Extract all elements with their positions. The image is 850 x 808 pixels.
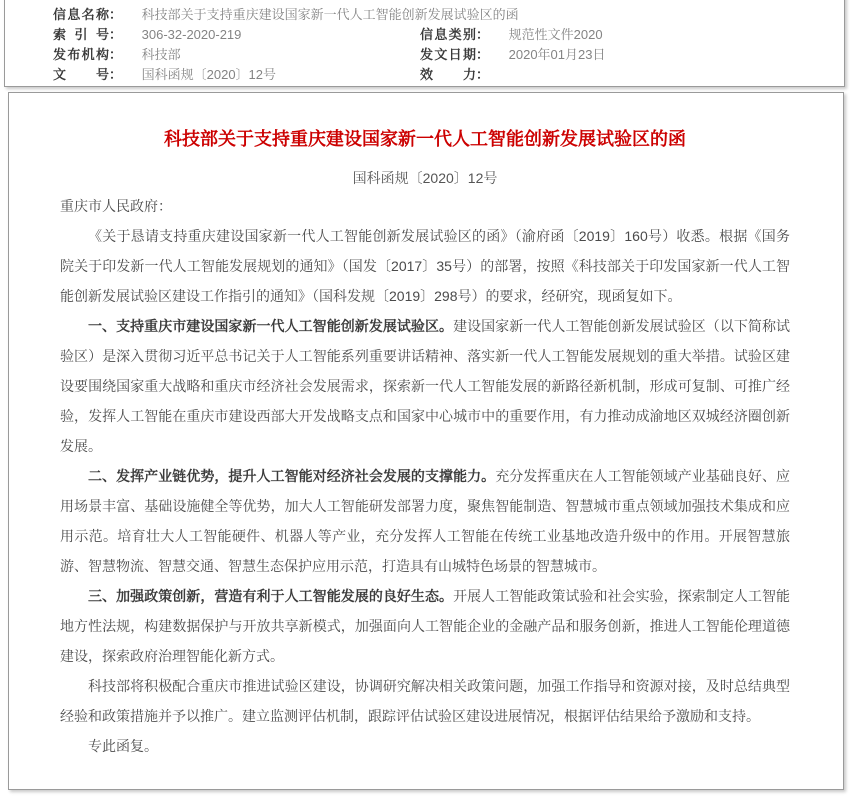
- metadata-row-name: [53, 5, 834, 25]
- metadata-value-docno: 国科函规〔2020〕12号: [141, 67, 277, 82]
- metadata-colon: ：: [109, 47, 123, 62]
- metadata-label-category: 信息类别: [420, 27, 476, 42]
- paragraph-lead: 三、加强政策创新，营造有利于人工智能发展的良好生态。: [88, 588, 454, 604]
- paragraph-text: 建设国家新一代人工智能创新发展试验区（以下简称试验区）是深入贯彻习近平总书记关于人工智能系列重要讲话精神、落实新一代人工智能发展规划的重大举措。试验区建设要围绕国家重大战略和重庆市经济社会发展需求，探索新一代人工智能发展的新路径新机制，形成可复制、可推广经验，发挥人工智能在重庆市建设西部大开发战略支点和国家中心城市中的重要作用，有力推动成渝地区双城经济圈创新发展。: [60, 318, 791, 454]
- metadata-value-agency: 科技部: [141, 47, 181, 62]
- document-paragraph: [60, 221, 790, 311]
- metadata-label-agency: 发布机构: [53, 47, 109, 62]
- metadata-label-docno: 文号: [53, 67, 109, 82]
- metadata-value-index: 306-32-2020-219: [141, 27, 242, 42]
- metadata-label-index: 索引号: [53, 27, 109, 42]
- metadata-cell: [420, 25, 834, 45]
- metadata-colon: ：: [109, 7, 123, 22]
- metadata-value-name: 科技部关于支持重庆建设国家新一代人工智能创新发展试验区的函: [141, 7, 519, 22]
- metadata-colon: ：: [476, 67, 490, 82]
- metadata-colon: ：: [476, 47, 490, 62]
- metadata-cell: [420, 65, 834, 85]
- metadata-cell: [420, 45, 834, 65]
- metadata-cell: [53, 45, 420, 65]
- document-metadata-panel: [4, 0, 845, 87]
- document-panel: [8, 92, 844, 790]
- paragraph-text: 科技部将积极配合重庆市推进试验区建设，协调研究解决相关政策问题，加强工作指导和资源对接，及时总结典型经验和政策措施并予以推广。建立监测评估机制，跟踪评估试验区建设进展情况，根据评估结果给予激励和支持。: [60, 678, 790, 724]
- metadata-colon: ：: [109, 67, 123, 82]
- paragraph-lead: 二、发挥产业链优势，提升人工智能对经济社会发展的支撑能力。: [88, 468, 496, 484]
- document-body: [60, 191, 790, 761]
- metadata-cell: [53, 25, 420, 45]
- document-paragraph: [60, 311, 790, 461]
- paragraph-text: 专此函复。: [88, 738, 158, 754]
- document-paragraph: [60, 581, 790, 671]
- metadata-label-effect: 效力: [420, 67, 476, 82]
- paragraph-text: 充分发挥重庆在人工智能领域产业基础良好、应用场景丰富、基础设施健全等优势，加大人工智能研发部署力度，聚焦智能制造、智慧城市重点领域加强技术集成和应用示范。培育壮大人工智能硬件、机器人等产业，充分发挥人工智能在传统工业基地改造升级中的作用。开展智慧旅游、智慧物流、智慧交通、智慧生态保护应用示范，打造具有山城特色场景的智慧城市。: [60, 468, 791, 574]
- metadata-value-date: 2020年01月23日: [508, 47, 606, 62]
- metadata-colon: ：: [476, 27, 490, 42]
- document-paragraph: [60, 461, 790, 581]
- metadata-row-index: [53, 25, 834, 45]
- document-paragraph: [60, 671, 790, 731]
- paragraph-lead: 一、支持重庆市建设国家新一代人工智能创新发展试验区。: [88, 318, 454, 334]
- metadata-label-date: 发文日期: [420, 47, 476, 62]
- document-paragraph-closing: [60, 731, 790, 761]
- metadata-colon: ：: [109, 27, 123, 42]
- paragraph-text: 开展人工智能政策试验和社会实验，探索制定人工智能地方性法规，构建数据保护与开放共享新模式，加强面向人工智能企业的金融产品和服务创新，推进人工智能伦理道德建设，探索政府治理智能化新方式。: [60, 588, 791, 664]
- metadata-row-agency: [53, 45, 834, 65]
- document-number: 国科函规〔2020〕12号: [352, 170, 498, 186]
- metadata-value-category: 规范性文件2020: [508, 27, 603, 42]
- metadata-cell: [53, 65, 420, 85]
- document-title: 科技部关于支持重庆建设国家新一代人工智能创新发展试验区的函: [164, 129, 686, 149]
- metadata-row-docno: [53, 65, 834, 85]
- salutation: 重庆市人民政府：: [60, 198, 172, 214]
- metadata-cell: [53, 5, 519, 25]
- metadata-label-name: 信息名称: [53, 7, 109, 22]
- paragraph-text: 《关于恳请支持重庆建设国家新一代人工智能创新发展试验区的函》（渝府函〔2019〕160号）收悉。根据《国务院关于印发新一代人工智能发展规划的通知》（国发〔2017〕35号）的部署，按照《科技部关于印发国家新一代人工智能创新发展试验区建设工作指引的通知》（国科发规〔2019〕298号）的要求，经研究，现函复如下。: [60, 228, 790, 304]
